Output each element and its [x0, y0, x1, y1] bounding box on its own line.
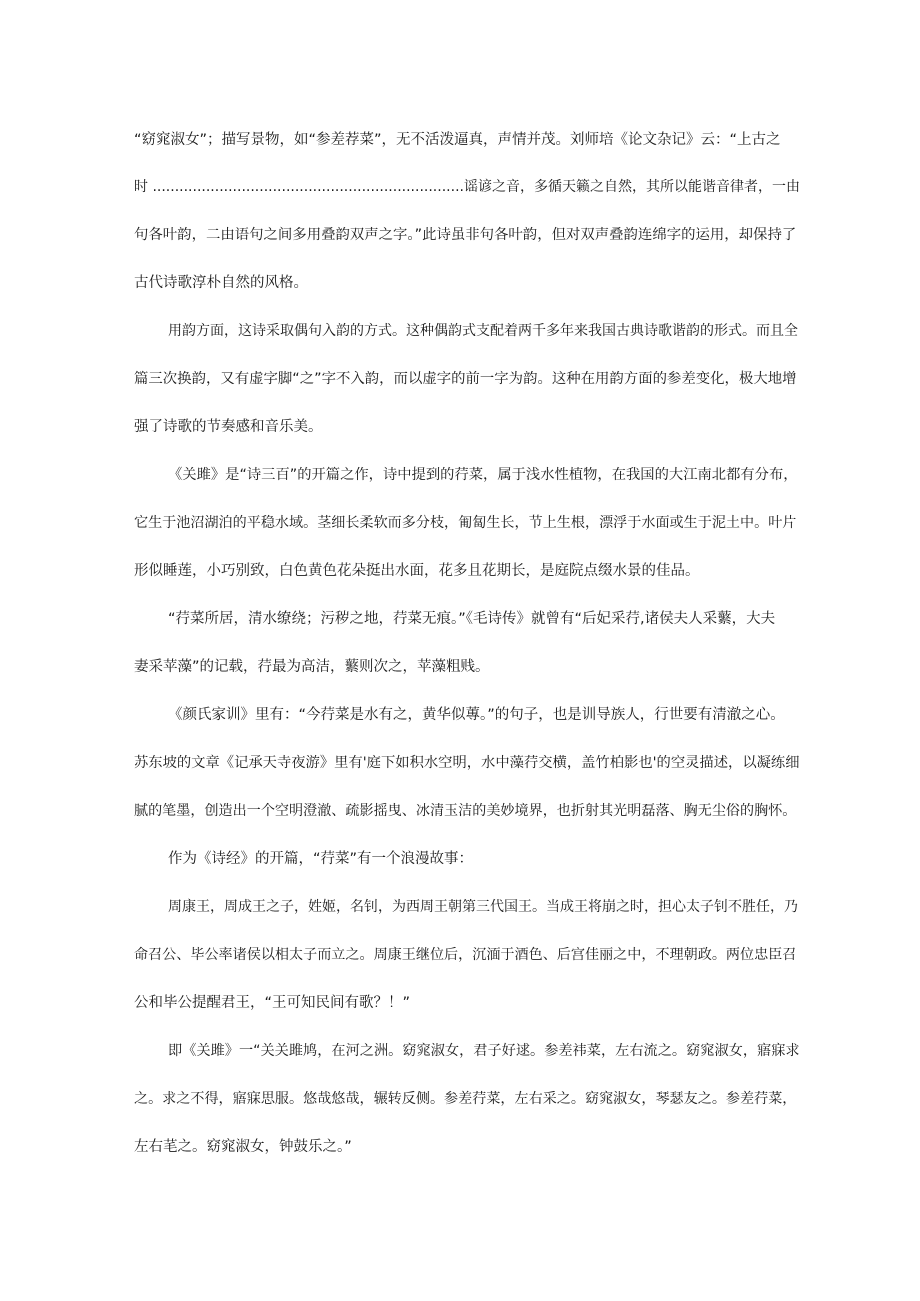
paragraph-start-line: 用韵方面，这诗采取偶句入韵的方式。这种偶韵式支配着两千多年来我国古典诗歌谐韵的形式。而且全: [168, 323, 798, 339]
paragraph-start-line: “荇菜所居，清水缭绕；污秽之地，荇菜无痕。”《毛诗传》就曾有“后妃采荇,诸侯夫人采蘩，大夫: [168, 611, 776, 627]
text-line: 公和毕公提醒君王，“王可知民间有歌？！”: [134, 995, 411, 1011]
paragraph-start-line: 即《关雎》一“关关雎鸠，在河之洲。窈窕淑女，君子好逑。参差祎菜，左右流之。窈窕淑女，寤寐求: [168, 1043, 800, 1059]
text-line: 左右芼之。窈窕淑女，钟鼓乐之。”: [134, 1139, 352, 1155]
paragraph-start-line: 《颜氏家训》里有：“今荇菜是水有之，黄华似蓴。”的句子，也是训导族人，行世要有清澈之心。: [168, 707, 785, 723]
text-line: 强了诗歌的节奏感和音乐美。: [134, 419, 323, 435]
text-line: 时 ......................................................................谣谚之音，多循天籁之自然，其所以能谐音律者，一由: [134, 179, 800, 195]
paragraph-start-line: 《关雎》是“诗三百”的开篇之作，诗中提到的荇菜，属于浅水性植物，在我国的大江南北都有分布，: [168, 467, 798, 483]
text-line: 腻的笔墨，创造出一个空明澄澈、疏影摇曳、冰清玉洁的美妙境界，也折射其光明磊落、胸无尘俗的胸怀。: [134, 803, 797, 819]
text-line: 形似睡莲，小巧别致，白色黄色花朵挺出水面，花多且花期长，是庭院点缀水景的佳品。: [134, 563, 700, 579]
paragraph-start-line: 周康王，周成王之子，姓姬，名钊，为西周王朝第三代国王。当成王将崩之时，担心太子钊不胜任，乃: [168, 899, 798, 915]
paragraph-start-line: 作为《诗经》的开篇，“荇菜”有一个浪漫故事：: [168, 851, 474, 867]
text-line: 句各叶韵，二由语句之间多用叠韵双声之字。”此诗虽非句各叶韵，但对双声叠韵连绵字的运用，却保持了: [134, 227, 797, 243]
text-line: 之。求之不得，寤寐思服。悠哉悠哉，辗转反侧。参差荇菜，左右采之。窈窕淑女，琴瑟友之。参差荇菜，: [134, 1091, 797, 1107]
text-line: 苏东坡的文章《记承天寺夜游》里有'庭下如积水空明，水中藻荇交横，盖竹柏影也'的空灵描述，以凝练细: [134, 755, 800, 771]
text-line: 它生于池沼湖泊的平稳水域。茎细长柔软而多分枝，匍匐生长，节上生根，漂浮于水面或生于泥土中。叶片: [134, 515, 797, 531]
text-line: 妻采苹藻”的记载，荇最为高洁，蘩则次之，苹藻粗贱。: [134, 659, 490, 675]
text-line: “窈窕淑女”；描写景物，如“参差荐菜”，无不活泼逼真，声情并茂。刘师培《论文杂记》云：“上古之: [134, 132, 781, 148]
text-line: 篇三次换韵，又有虚字脚“之”字不入韵，而以虚字的前一字为韵。这种在用韵方面的参差变化，极大地增: [134, 371, 797, 387]
text-line: 古代诗歌淳朴自然的风格。: [134, 275, 308, 291]
text-line: 命召公、毕公率诸侯以相太子而立之。周康王继位后，沉湎于酒色、后宫佳丽之中，不理朝政。两位忠臣召: [134, 947, 797, 963]
